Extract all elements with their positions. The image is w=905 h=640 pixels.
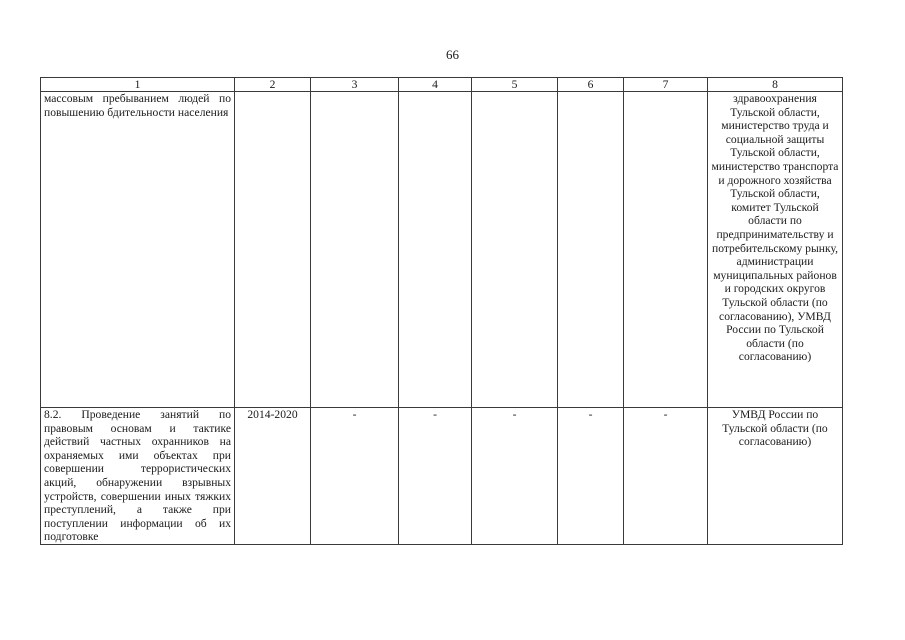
- cell-col-5: [472, 92, 558, 408]
- responsible-executors-cell: УМВД России по Тульской области (по согласованию): [708, 408, 843, 545]
- header-cell-3: 3: [311, 78, 399, 92]
- measure-description-cell: 8.2. Проведение занятий по правовым основам и тактике действий частных охранников на охраняемых ими объектах при совершении террористических акций, обнаружении взрывных устройств, совершении иных тяжких преступлений, а также при поступлении информации об их подготовке: [41, 408, 235, 545]
- page-number: 66: [446, 47, 459, 62]
- header-cell-2: 2: [235, 78, 311, 92]
- measures-table: [40, 77, 843, 545]
- cell-col-6: -: [558, 408, 624, 545]
- header-cell-6: 6: [558, 78, 624, 92]
- cell-col-7: -: [624, 408, 708, 545]
- cell-col-4: [399, 92, 472, 408]
- cell-col-3: -: [311, 408, 399, 545]
- header-cell-8: 8: [708, 78, 843, 92]
- header-cell-1: 1: [41, 78, 235, 92]
- cell-col-7: [624, 92, 708, 408]
- table-row: [41, 92, 843, 408]
- cell-col-5: -: [472, 408, 558, 545]
- measure-description-cell: массовым пребыванием людей по повышению бдительности населения: [41, 92, 235, 408]
- header-cell-4: 4: [399, 78, 472, 92]
- header-cell-5: 5: [472, 78, 558, 92]
- header-cell-7: 7: [624, 78, 708, 92]
- cell-col-6: [558, 92, 624, 408]
- table-row: [41, 408, 843, 545]
- period-cell: 2014-2020: [235, 408, 311, 545]
- responsible-executors-cell: здравоохранения Тульской области, министерство труда и социальной защиты Тульской области, министерство транспорта и дорожного хозяйства Тульской области, комитет Тульской области по предпринимательству и потребительскому рынку, администрации муниципальных районов и городских округов Тульской области (по согласованию), УМВД России по Тульской области (по согласованию): [708, 92, 843, 408]
- period-cell: [235, 92, 311, 408]
- cell-col-4: -: [399, 408, 472, 545]
- cell-col-3: [311, 92, 399, 408]
- header-row: [41, 78, 843, 92]
